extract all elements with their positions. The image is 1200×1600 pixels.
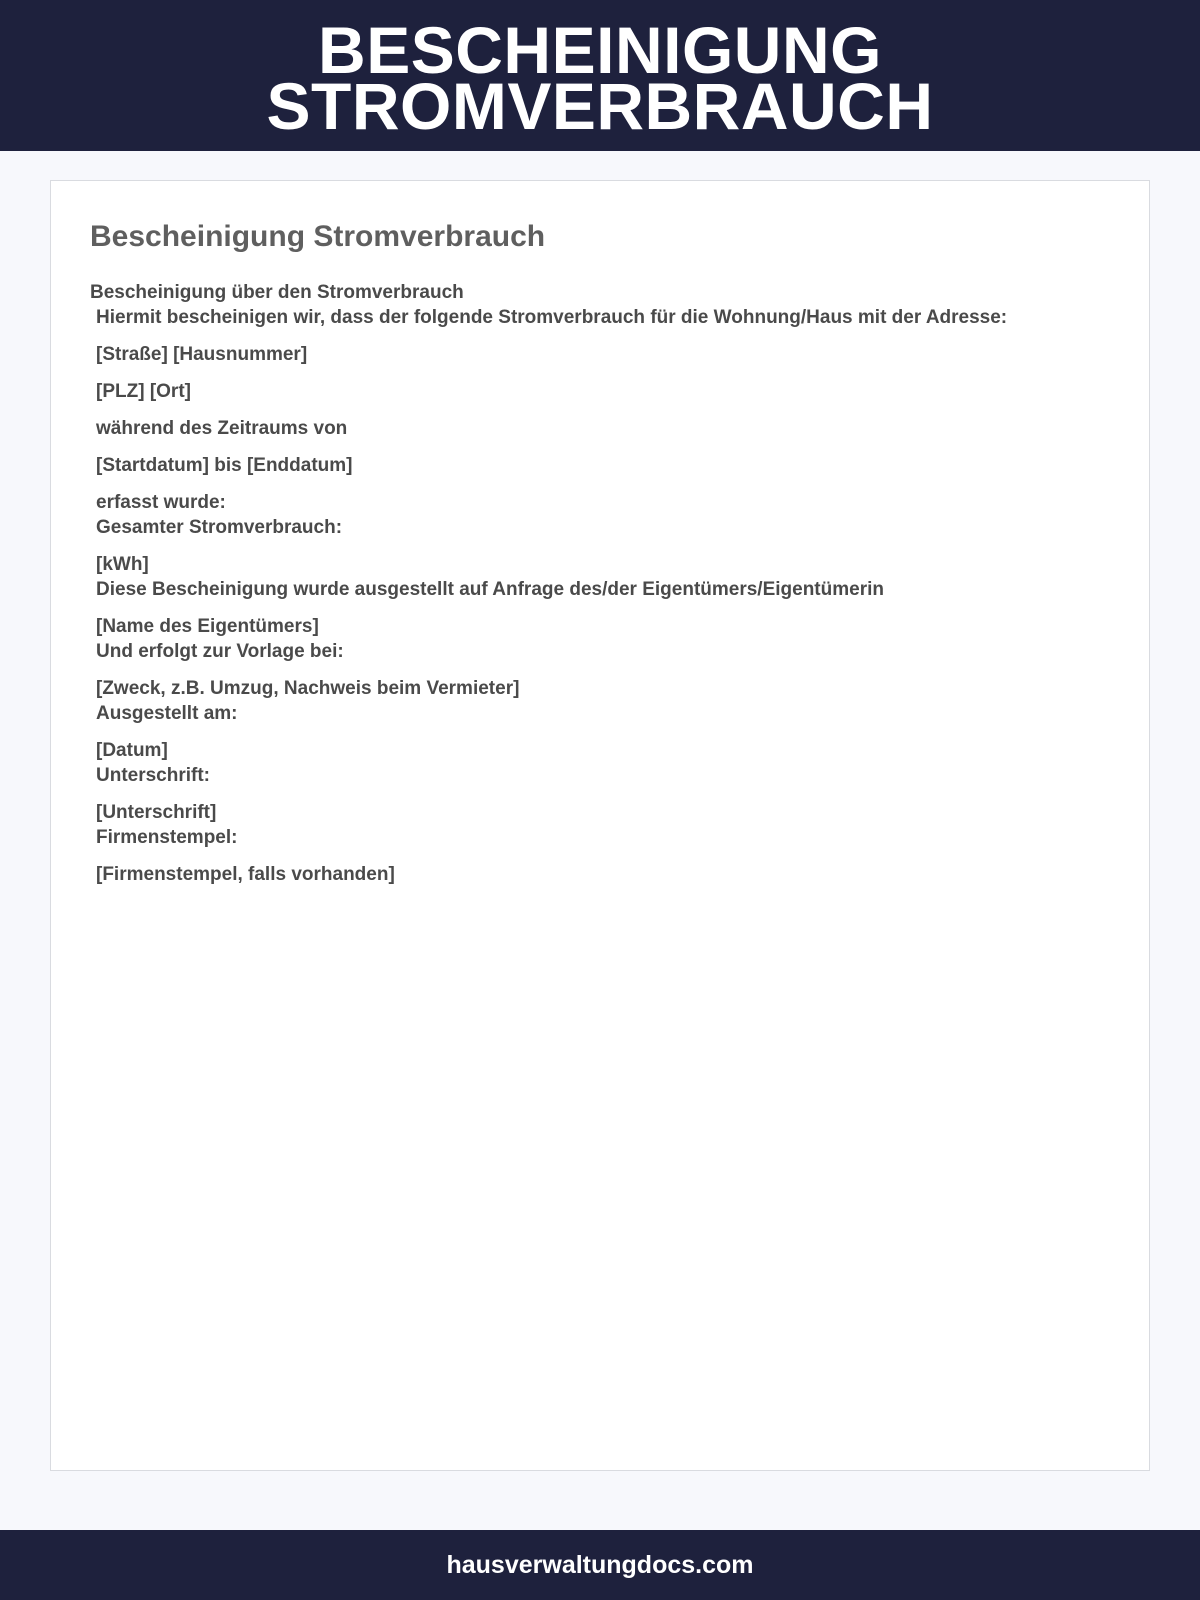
footer-bar [0, 1530, 1200, 1600]
purpose-value: [Zweck, z.B. Umzug, Nachweis beim Vermieter] [96, 678, 520, 699]
address-city: [PLZ] [Ort] [96, 381, 191, 402]
recorded-label: erfasst wurde: [96, 492, 226, 513]
address-street: [Straße] [Hausnummer] [96, 344, 308, 365]
intro-text: Hiermit bescheinigen wir, dass der folgende Stromverbrauch für die Wohnung/Haus mit der Adresse: [96, 307, 1008, 328]
banner-title-line-1: BESCHEINIGUNG [318, 12, 882, 87]
issued-date-label: Ausgestellt am: [96, 703, 238, 724]
signature-value: [Unterschrift] [96, 802, 217, 823]
document-body [90, 280, 1120, 887]
document-subheading: Bescheinigung über den Stromverbrauch [90, 282, 464, 303]
issued-date-value: [Datum] [96, 740, 168, 761]
footer-site-name: hausverwaltungdocs.com [446, 1550, 754, 1579]
total-consumption-label: Gesamter Stromverbrauch: [96, 517, 343, 538]
banner-title-line-2: STROMVERBRAUCH [266, 68, 934, 143]
document-title: Bescheinigung Stromverbrauch [90, 220, 546, 253]
period-value: [Startdatum] bis [Enddatum] [96, 455, 353, 476]
purpose-label: Und erfolgt zur Vorlage bei: [96, 641, 344, 662]
issued-on-request-text: Diese Bescheinigung wurde ausgestellt auf Anfrage des/der Eigentümers/Eigentümerin [96, 579, 884, 600]
document-card [50, 180, 1150, 1471]
period-label: während des Zeitraums von [96, 418, 348, 439]
owner-name: [Name des Eigentümers] [96, 616, 319, 637]
top-banner [0, 0, 1200, 151]
company-stamp-label: Firmenstempel: [96, 827, 238, 848]
total-consumption-value: [kWh] [96, 554, 149, 575]
signature-label: Unterschrift: [96, 765, 211, 786]
company-stamp-value: [Firmenstempel, falls vorhanden] [96, 864, 395, 885]
